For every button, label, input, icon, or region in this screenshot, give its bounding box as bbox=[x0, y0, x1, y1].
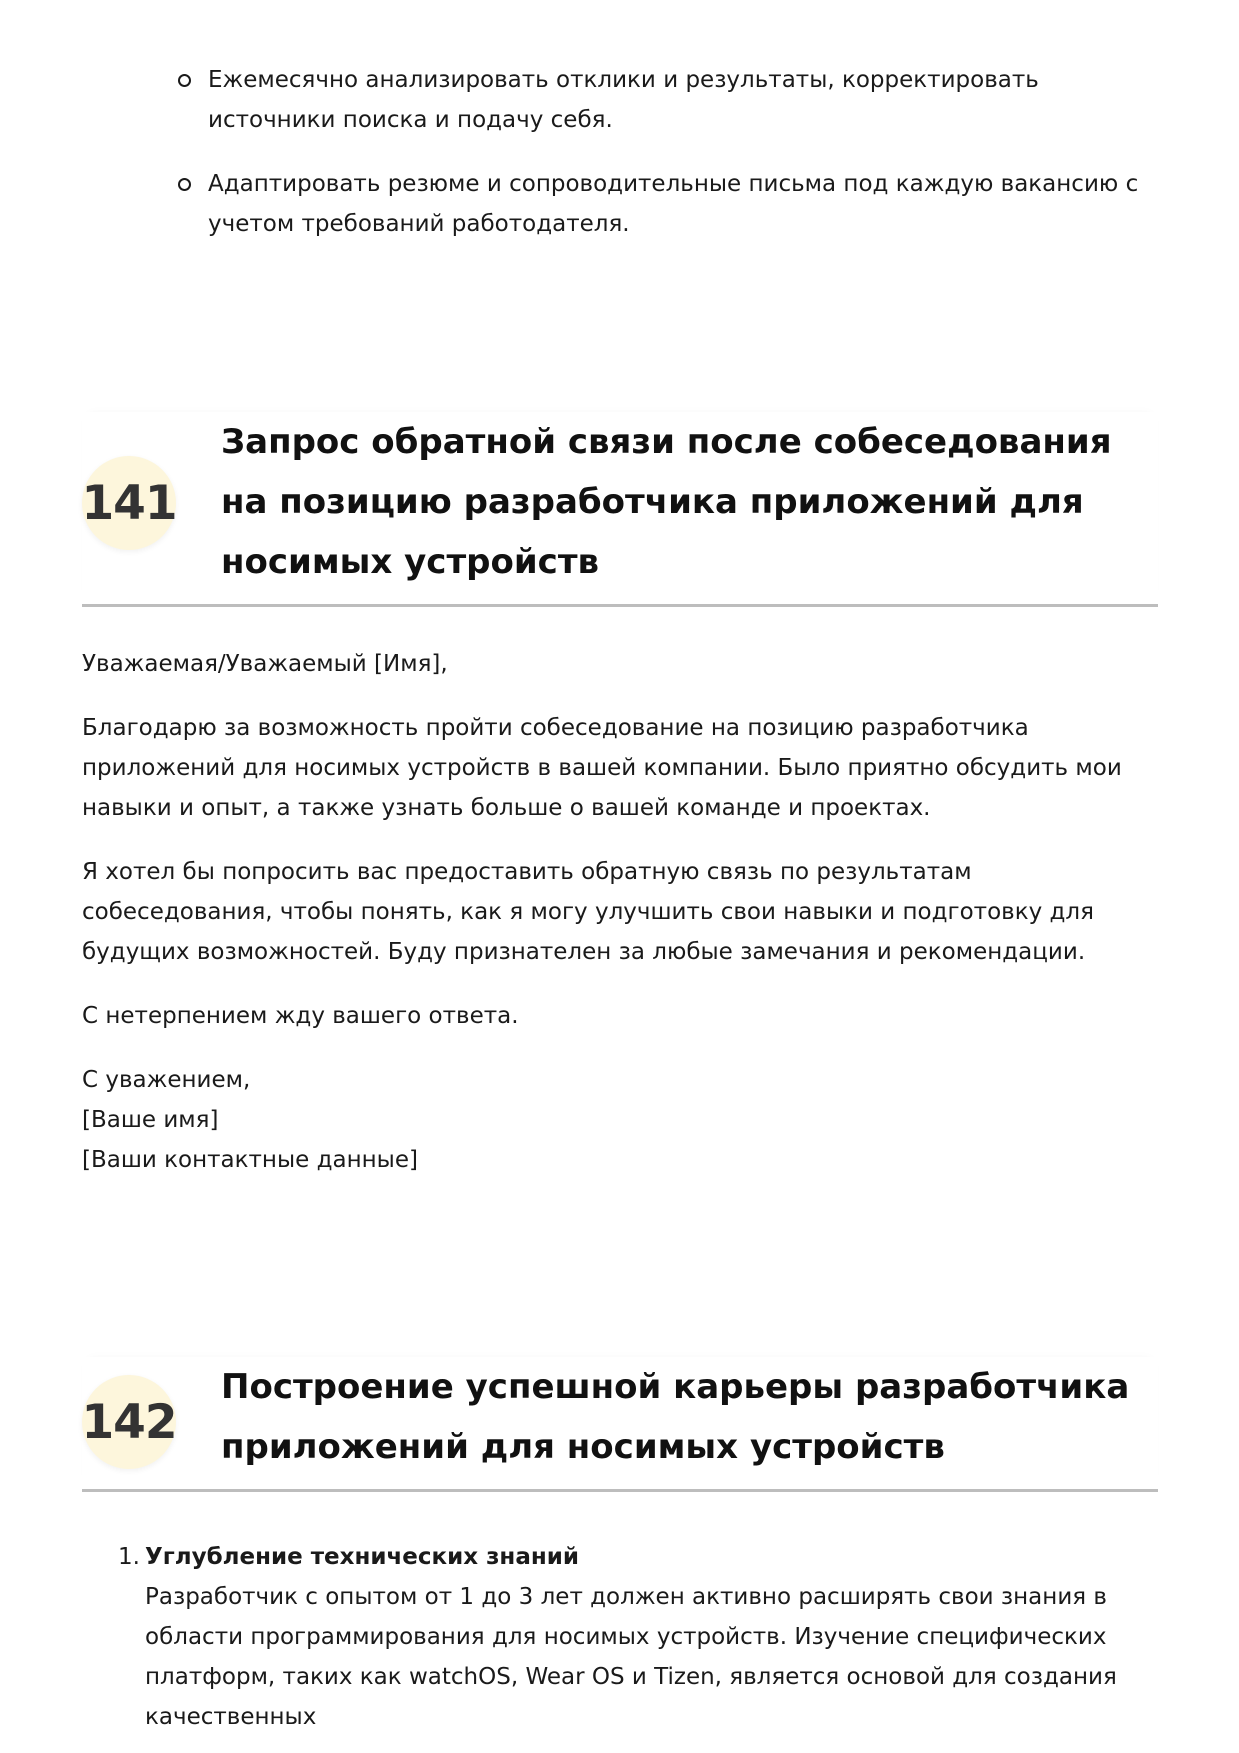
bullet-item bbox=[178, 164, 1158, 244]
letter-paragraph: Я хотел бы попросить вас предоставить обратную связь по результатам собеседования, чтобы понять, как я могу улучшить свои навыки и подготовку для будущих возможностей. Буду признателен за любые замечания и рекомендации. bbox=[82, 859, 1094, 965]
bullet-text: Адаптировать резюме и сопроводительные письма под каждую вакансию с учетом требований работодателя. bbox=[208, 171, 1139, 237]
list-item-text: Разработчик с опытом от 1 до 3 лет должен активно расширять свои знания в области программирования для носимых устройств. Изучение специфических платформ, таких как watchOS, Wear OS и Tizen, является основой для создания качественных bbox=[145, 1584, 1117, 1730]
top-bullet-list bbox=[178, 60, 1158, 268]
signature-name: [Ваше имя] bbox=[82, 1107, 219, 1133]
letter-signature bbox=[82, 1060, 1158, 1180]
signature-contacts: [Ваши контактные данные] bbox=[82, 1147, 418, 1173]
bullet-item bbox=[178, 60, 1158, 140]
section-title: Построение успешной карьеры разработчика приложений для носимых устройств bbox=[221, 1367, 1130, 1467]
section-142-heading bbox=[82, 1357, 1158, 1492]
letter-greeting: Уважаемая/Уважаемый [Имя], bbox=[82, 651, 448, 677]
list-marker: 1. bbox=[118, 1544, 140, 1570]
bullet-circle-icon bbox=[178, 178, 191, 191]
section-141-heading bbox=[82, 412, 1158, 607]
section-title: Запрос обратной связи после собеседования на позицию разработчика приложений для носимых устройств bbox=[221, 422, 1112, 582]
bullet-text: Ежемесячно анализировать отклики и результаты, корректировать источники поиска и подачу себя. bbox=[208, 67, 1039, 133]
list-item-title: Углубление технических знаний bbox=[145, 1544, 579, 1570]
letter-body bbox=[82, 644, 1158, 1204]
bullet-circle-icon bbox=[178, 74, 191, 87]
list-item bbox=[82, 1537, 1158, 1737]
section-number-badge: 142 bbox=[82, 1375, 176, 1469]
letter-paragraph: С нетерпением жду вашего ответа. bbox=[82, 1003, 519, 1029]
numbered-list bbox=[82, 1537, 1158, 1737]
letter-paragraph: Благодарю за возможность пройти собеседование на позицию разработчика приложений для носимых устройств в вашей компании. Было приятно обсудить мои навыки и опыт, а также узнать больше о вашей команде и проектах. bbox=[82, 715, 1122, 821]
letter-closing: С уважением, bbox=[82, 1067, 251, 1093]
section-number-badge: 141 bbox=[82, 456, 176, 550]
